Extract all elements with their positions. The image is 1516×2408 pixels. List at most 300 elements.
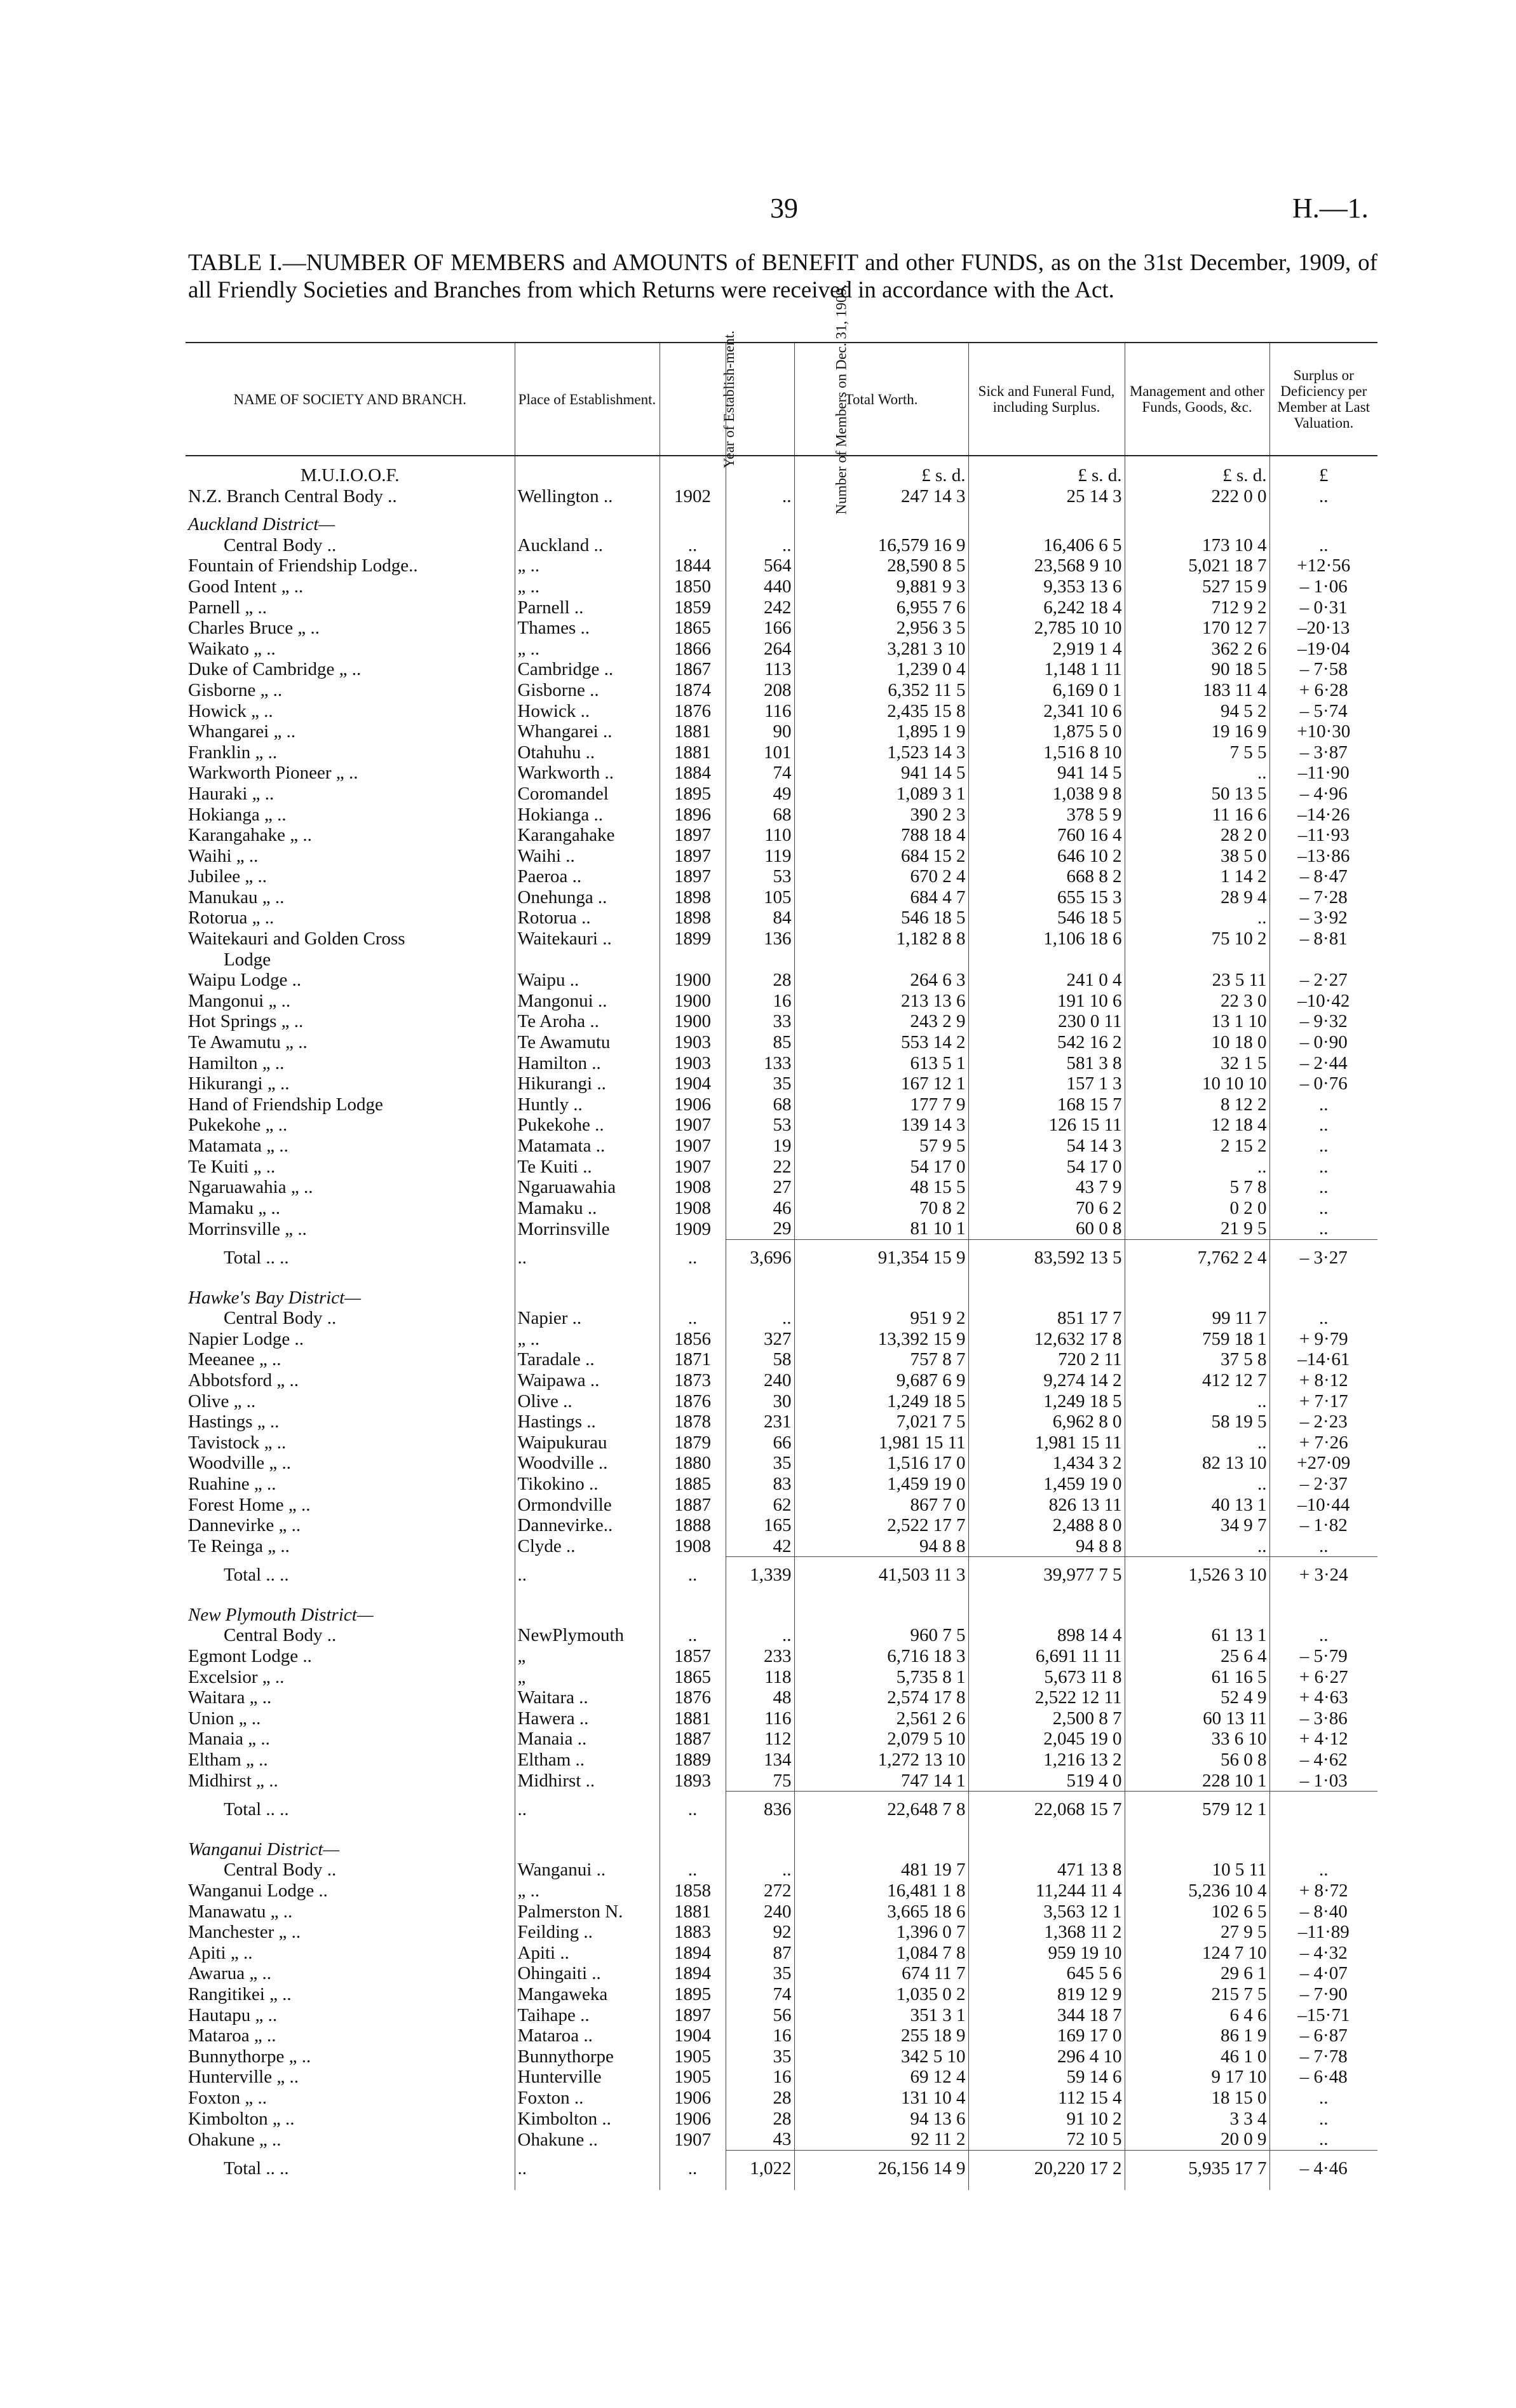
year-established: 1906 <box>660 1094 726 1115</box>
management-fund <box>1125 949 1269 970</box>
sick-funeral-fund: 826 13 11 <box>968 1495 1125 1516</box>
sick-funeral-fund: 70 6 2 <box>968 1198 1125 1219</box>
branch-name: Waitara „ .. <box>186 1687 515 1708</box>
branch-name: Hunterville „ .. <box>186 2067 515 2088</box>
sick-funeral-fund: 296 4 10 <box>968 2046 1125 2067</box>
spacer-row <box>186 1820 1377 1832</box>
sick-funeral-fund: 1,434 3 2 <box>968 1453 1125 1474</box>
total-worth: 3,281 3 10 <box>794 639 968 660</box>
sick-funeral-fund: 655 15 3 <box>968 887 1125 908</box>
year-established: 1909 <box>660 1218 726 1239</box>
place-of-establishment: Howick .. <box>515 701 660 722</box>
total-worth: 1,035 0 2 <box>794 1984 968 2005</box>
year-established: 1857 <box>660 1646 726 1667</box>
table-row <box>186 721 1377 742</box>
member-count: 42 <box>726 1536 794 1557</box>
year-established: .. <box>660 1792 726 1820</box>
district-heading-row <box>186 507 1377 535</box>
table-row <box>186 1922 1377 1943</box>
place-of-establishment: Ohakune .. <box>515 2129 660 2150</box>
place-of-establishment: Cambridge .. <box>515 659 660 680</box>
branch-name: Hauraki „ .. <box>186 784 515 805</box>
place-of-establishment: „ .. <box>515 639 660 660</box>
table-row <box>186 1115 1377 1136</box>
district-total-row <box>186 1239 1377 1268</box>
year-established: 1889 <box>660 1750 726 1771</box>
sick-funeral-fund: 16,406 6 5 <box>968 535 1125 556</box>
surplus-per-member: .. <box>1319 2087 1329 2108</box>
sick-funeral-fund: 157 1 3 <box>968 1073 1125 1094</box>
branch-name: Ngaruawahia „ .. <box>186 1177 515 1198</box>
branch-name: Te Reinga „ .. <box>186 1536 515 1557</box>
total-worth: 81 10 1 <box>794 1218 968 1239</box>
total-worth: 684 15 2 <box>794 846 968 867</box>
spacer-row <box>186 1586 1377 1597</box>
member-count: 53 <box>726 1115 794 1136</box>
surplus-per-member: .. <box>1319 1860 1329 1881</box>
member-count: 105 <box>726 887 794 908</box>
total-worth: 867 7 0 <box>794 1495 968 1516</box>
place-of-establishment: Ohingaiti .. <box>515 1963 660 1984</box>
total-worth: 92 11 2 <box>794 2129 968 2150</box>
member-count: 264 <box>726 639 794 660</box>
col-header-sick-fund: Sick and Funeral Fund, including Surplus. <box>968 343 1125 456</box>
sick-funeral-fund: 20,220 17 2 <box>968 2150 1125 2179</box>
total-worth: 57 9 5 <box>794 1136 968 1157</box>
member-count: 30 <box>726 1391 794 1412</box>
management-fund: .. <box>1125 1432 1269 1453</box>
member-count: 66 <box>726 1432 794 1453</box>
sick-funeral-fund: 169 17 0 <box>968 2025 1125 2046</box>
table-row <box>186 1073 1377 1094</box>
sick-funeral-fund: 1,516 8 10 <box>968 742 1125 763</box>
total-worth: 9,687 6 9 <box>794 1370 968 1391</box>
table-row <box>186 908 1377 929</box>
management-fund: 102 6 5 <box>1125 1901 1269 1922</box>
member-count: 119 <box>726 846 794 867</box>
place-of-establishment: Warkworth .. <box>515 763 660 784</box>
table-row <box>186 1370 1377 1391</box>
sick-funeral-fund: 94 8 8 <box>968 1536 1125 1557</box>
branch-name: Manchester „ .. <box>186 1922 515 1943</box>
surplus-per-member: .. <box>1319 534 1329 555</box>
sick-funeral-fund: 546 18 5 <box>968 908 1125 929</box>
friendly-societies-table <box>186 283 1377 2190</box>
sick-funeral-fund: 1,106 18 6 <box>968 929 1125 949</box>
table-row <box>186 1687 1377 1708</box>
surplus-per-member: .. <box>1319 486 1329 507</box>
year-established: 1887 <box>660 1729 726 1750</box>
branch-name: Central Body .. <box>186 535 515 556</box>
year-established: 1881 <box>660 1708 726 1729</box>
branch-name: Te Awamutu „ .. <box>186 1032 515 1053</box>
surplus-per-member: – 2·27 <box>1299 970 1348 991</box>
branch-name: Whangarei „ .. <box>186 721 515 742</box>
branch-name: Apiti „ .. <box>186 1943 515 1964</box>
member-count: 240 <box>726 1901 794 1922</box>
table-row <box>186 1136 1377 1157</box>
branch-name: Lodge <box>186 949 515 970</box>
management-fund: 5,236 10 4 <box>1125 1881 1269 1901</box>
place-of-establishment: Karangahake <box>515 825 660 846</box>
district-total-row <box>186 1557 1377 1586</box>
place-of-establishment: Hokianga .. <box>515 805 660 826</box>
total-worth: 247 14 3 <box>794 486 968 507</box>
year-established: 1880 <box>660 1453 726 1474</box>
table-row <box>186 2067 1377 2088</box>
total-worth: 69 12 4 <box>794 2067 968 2088</box>
surplus-per-member: –19·04 <box>1297 638 1350 659</box>
place-of-establishment: Bunnythorpe <box>515 2046 660 2067</box>
table-row <box>186 825 1377 846</box>
table-row <box>186 887 1377 908</box>
year-established: .. <box>660 1308 726 1329</box>
management-fund: 2 15 2 <box>1125 1136 1269 1157</box>
member-count: 87 <box>726 1943 794 1964</box>
total-worth: 177 7 9 <box>794 1094 968 1115</box>
member-count: 134 <box>726 1750 794 1771</box>
total-worth: 674 11 7 <box>794 1963 968 1984</box>
member-count: 233 <box>726 1646 794 1667</box>
member-count: 28 <box>726 2109 794 2130</box>
surplus-per-member: + 7·17 <box>1299 1391 1348 1411</box>
year-established: 1900 <box>660 1011 726 1032</box>
total-worth: 941 14 5 <box>794 763 968 784</box>
place-of-establishment: Clyde .. <box>515 1536 660 1557</box>
surplus-per-member: – 9·32 <box>1299 1011 1348 1032</box>
sick-funeral-fund: 5,673 11 8 <box>968 1667 1125 1688</box>
surplus-per-member: – 5·79 <box>1299 1646 1348 1667</box>
total-worth: 255 18 9 <box>794 2025 968 2046</box>
sick-funeral-fund: 1,249 18 5 <box>968 1391 1125 1412</box>
unit-row <box>186 456 1377 486</box>
management-fund: 10 18 0 <box>1125 1032 1269 1053</box>
total-worth: 91,354 15 9 <box>794 1239 968 1268</box>
branch-name: Warkworth Pioneer „ .. <box>186 763 515 784</box>
table-row <box>186 1053 1377 1074</box>
management-fund: 6 4 6 <box>1125 2005 1269 2026</box>
year-established: 1884 <box>660 763 726 784</box>
member-count: 231 <box>726 1411 794 1432</box>
sick-funeral-fund: 126 15 11 <box>968 1115 1125 1136</box>
sick-funeral-fund: 471 13 8 <box>968 1860 1125 1881</box>
management-fund: 19 16 9 <box>1125 721 1269 742</box>
sick-funeral-fund: 1,148 1 11 <box>968 659 1125 680</box>
year-established: 1865 <box>660 618 726 639</box>
year-established: 1900 <box>660 970 726 991</box>
table-row <box>186 1901 1377 1922</box>
place-of-establishment: Hawera .. <box>515 1708 660 1729</box>
place-of-establishment: Apiti .. <box>515 1943 660 1964</box>
surplus-per-member: – 4·62 <box>1299 1750 1348 1771</box>
management-fund: 61 16 5 <box>1125 1667 1269 1688</box>
management-fund: 20 0 9 <box>1125 2129 1269 2150</box>
branch-name: Karangahake „ .. <box>186 825 515 846</box>
place-of-establishment: Waitekauri .. <box>515 929 660 949</box>
year-established: 1907 <box>660 2129 726 2150</box>
total-worth: 613 5 1 <box>794 1053 968 1074</box>
year-established: 1866 <box>660 639 726 660</box>
management-fund: 8 12 2 <box>1125 1094 1269 1115</box>
branch-name: Foxton „ .. <box>186 2088 515 2109</box>
place-of-establishment: Paeroa .. <box>515 866 660 887</box>
surplus-per-member: – 3·27 <box>1269 1239 1377 1268</box>
year-established: 1885 <box>660 1474 726 1495</box>
place-of-establishment: Huntly .. <box>515 1094 660 1115</box>
table-row <box>186 2005 1377 2026</box>
unit-surplus: £ <box>1319 465 1329 486</box>
surplus-per-member: .. <box>1319 1625 1329 1646</box>
member-count: 74 <box>726 1984 794 2005</box>
year-established: 1907 <box>660 1157 726 1178</box>
surplus-per-member: – 8·47 <box>1299 866 1348 887</box>
year-established: 1881 <box>660 1901 726 1922</box>
management-fund: 56 0 8 <box>1125 1750 1269 1771</box>
total-worth: 1,089 3 1 <box>794 784 968 805</box>
table-row <box>186 555 1377 576</box>
page-number: 39 <box>770 193 798 224</box>
year-established: 1898 <box>660 908 726 929</box>
member-count: 1,339 <box>726 1557 794 1586</box>
total-worth: 1,084 7 8 <box>794 1943 968 1964</box>
col-header-management-fund: Management and other Funds, Goods, &c. <box>1125 343 1269 456</box>
table-row <box>186 1218 1377 1239</box>
year-established: 1893 <box>660 1771 726 1792</box>
member-count: 46 <box>726 1198 794 1219</box>
year-established: 1903 <box>660 1032 726 1053</box>
member-count: 92 <box>726 1922 794 1943</box>
unit-sick-fund: £ s. d. <box>968 456 1125 486</box>
sick-funeral-fund: 6,691 11 11 <box>968 1646 1125 1667</box>
surplus-per-member: .. <box>1319 1197 1329 1218</box>
total-worth: 6,955 7 6 <box>794 597 968 618</box>
table-row <box>186 970 1377 991</box>
member-count: 49 <box>726 784 794 805</box>
place-of-establishment: Onehunga .. <box>515 887 660 908</box>
sick-funeral-fund: 344 18 7 <box>968 2005 1125 2026</box>
year-established: 1900 <box>660 991 726 1012</box>
year-established: 1905 <box>660 2046 726 2067</box>
table-row <box>186 805 1377 826</box>
branch-name: Central Body .. <box>186 1860 515 1881</box>
member-count: 35 <box>726 1073 794 1094</box>
sick-funeral-fund: 39,977 7 5 <box>968 1557 1125 1586</box>
total-worth: 1,272 13 10 <box>794 1750 968 1771</box>
surplus-per-member: – 3·87 <box>1299 742 1348 763</box>
table-row <box>186 618 1377 639</box>
table-row <box>186 1453 1377 1474</box>
total-worth: 2,574 17 8 <box>794 1687 968 1708</box>
sick-funeral-fund: 898 14 4 <box>968 1625 1125 1646</box>
place-of-establishment: Te Kuiti .. <box>515 1157 660 1178</box>
surplus-per-member <box>1269 1792 1377 1820</box>
year-established: 1897 <box>660 846 726 867</box>
total-worth: 546 18 5 <box>794 908 968 929</box>
management-fund: 5,021 18 7 <box>1125 555 1269 576</box>
surplus-per-member: – 0·90 <box>1299 1032 1348 1053</box>
branch-name: Union „ .. <box>186 1708 515 1729</box>
surplus-per-member: .. <box>1319 1308 1329 1329</box>
sick-funeral-fund: 6,242 18 4 <box>968 597 1125 618</box>
total-worth: 28,590 8 5 <box>794 555 968 576</box>
member-count: 56 <box>726 2005 794 2026</box>
table-row <box>186 1032 1377 1053</box>
management-fund: 46 1 0 <box>1125 2046 1269 2067</box>
member-count: 83 <box>726 1474 794 1495</box>
sick-funeral-fund: 230 0 11 <box>968 1011 1125 1032</box>
sick-funeral-fund: 2,522 12 11 <box>968 1687 1125 1708</box>
surplus-per-member: – 7·28 <box>1299 887 1348 908</box>
district-total-row <box>186 1792 1377 1820</box>
branch-name: Excelsior „ .. <box>186 1667 515 1688</box>
sick-funeral-fund: 11,244 11 4 <box>968 1881 1125 1901</box>
table-row <box>186 1943 1377 1964</box>
branch-name: Good Intent „ .. <box>186 576 515 597</box>
table-row <box>186 1750 1377 1771</box>
surplus-per-member: .. <box>1319 1136 1329 1156</box>
surplus-per-member: + 8·12 <box>1299 1370 1348 1391</box>
place-of-establishment: Coromandel <box>515 784 660 805</box>
branch-name: N.Z. Branch Central Body .. <box>186 486 515 507</box>
district-heading-row <box>186 1280 1377 1309</box>
management-fund: 7,762 2 4 <box>1125 1239 1269 1268</box>
sick-funeral-fund: 59 14 6 <box>968 2067 1125 2088</box>
branch-name: Hot Springs „ .. <box>186 1011 515 1032</box>
surplus-per-member: – 2·23 <box>1299 1411 1348 1432</box>
total-worth: 670 2 4 <box>794 866 968 887</box>
branch-name: Rangitikei „ .. <box>186 1984 515 2005</box>
sick-funeral-fund: 1,981 15 11 <box>968 1432 1125 1453</box>
table-row <box>186 680 1377 701</box>
total-worth: 788 18 4 <box>794 825 968 846</box>
total-worth: 264 6 3 <box>794 970 968 991</box>
place-of-establishment: Wanganui .. <box>515 1860 660 1881</box>
branch-name: Meeanee „ .. <box>186 1349 515 1370</box>
branch-name: Manukau „ .. <box>186 887 515 908</box>
member-count: 208 <box>726 680 794 701</box>
branch-name: Hikurangi „ .. <box>186 1073 515 1094</box>
management-fund: 27 9 5 <box>1125 1922 1269 1943</box>
place-of-establishment: .. <box>515 2150 660 2179</box>
management-fund: 0 2 0 <box>1125 1198 1269 1219</box>
branch-name: Eltham „ .. <box>186 1750 515 1771</box>
branch-name: Total .. .. <box>186 2150 515 2179</box>
place-of-establishment: Dannevirke.. <box>515 1515 660 1536</box>
surplus-per-member: – 2·44 <box>1299 1052 1348 1073</box>
surplus-per-member: – 7·58 <box>1299 659 1348 680</box>
table-row <box>186 949 1377 970</box>
place-of-establishment: Hikurangi .. <box>515 1073 660 1094</box>
member-count: 113 <box>726 659 794 680</box>
place-of-establishment: Thames .. <box>515 618 660 639</box>
year-established: 1894 <box>660 1963 726 1984</box>
sick-funeral-fund: 519 4 0 <box>968 1771 1125 1792</box>
sick-funeral-fund: 112 15 4 <box>968 2088 1125 2109</box>
total-worth: 94 13 6 <box>794 2109 968 2130</box>
table-row <box>186 1881 1377 1901</box>
table-row <box>186 1198 1377 1219</box>
table-row <box>186 1432 1377 1453</box>
member-count: 68 <box>726 1094 794 1115</box>
branch-name: Rotorua „ .. <box>186 908 515 929</box>
surplus-per-member: –14·61 <box>1297 1349 1350 1370</box>
surplus-per-member: –20·13 <box>1297 618 1350 639</box>
sick-funeral-fund: 720 2 11 <box>968 1349 1125 1370</box>
member-count: 16 <box>726 2067 794 2088</box>
branch-name: Forest Home „ .. <box>186 1495 515 1516</box>
total-worth: 1,523 14 3 <box>794 742 968 763</box>
year-established: 1876 <box>660 701 726 722</box>
district-heading-row <box>186 1832 1377 1860</box>
branch-name: Waitekauri and Golden Cross <box>186 929 515 949</box>
table-row <box>186 486 1377 507</box>
parliamentary-paper-reference: H.—1. <box>1292 193 1369 224</box>
table-row <box>186 2046 1377 2067</box>
management-fund: 11 16 6 <box>1125 805 1269 826</box>
year-established: 1871 <box>660 1349 726 1370</box>
table-row <box>186 1094 1377 1115</box>
place-of-establishment: Mamaku .. <box>515 1198 660 1219</box>
year-established: 1876 <box>660 1391 726 1412</box>
management-fund: .. <box>1125 908 1269 929</box>
surplus-per-member: + 6·27 <box>1299 1666 1348 1687</box>
total-worth: 48 15 5 <box>794 1177 968 1198</box>
table-row <box>186 576 1377 597</box>
member-count: 327 <box>726 1329 794 1350</box>
sick-funeral-fund: 1,368 11 2 <box>968 1922 1125 1943</box>
branch-name: Napier Lodge .. <box>186 1329 515 1350</box>
year-established <box>660 949 726 970</box>
management-fund: .. <box>1125 1536 1269 1557</box>
table-row <box>186 2025 1377 2046</box>
member-count: 836 <box>726 1792 794 1820</box>
member-count: 136 <box>726 929 794 949</box>
member-count: 112 <box>726 1729 794 1750</box>
management-fund: 1,526 3 10 <box>1125 1557 1269 1586</box>
branch-name: Fountain of Friendship Lodge.. <box>186 555 515 576</box>
place-of-establishment: Hastings .. <box>515 1411 660 1432</box>
sick-funeral-fund: 72 10 5 <box>968 2129 1125 2150</box>
sick-funeral-fund: 191 10 6 <box>968 991 1125 1012</box>
branch-name: Woodville „ .. <box>186 1453 515 1474</box>
year-established: 1908 <box>660 1536 726 1557</box>
total-worth: 1,516 17 0 <box>794 1453 968 1474</box>
total-worth: 9,881 9 3 <box>794 576 968 597</box>
surplus-per-member: .. <box>1319 2108 1329 2129</box>
branch-name: Egmont Lodge .. <box>186 1646 515 1667</box>
year-established: 1897 <box>660 2005 726 2026</box>
sick-funeral-fund: 25 14 3 <box>968 486 1125 507</box>
member-count: 33 <box>726 1011 794 1032</box>
management-fund: 579 12 1 <box>1125 1792 1269 1820</box>
year-established: 1906 <box>660 2109 726 2130</box>
year-established: 1878 <box>660 1411 726 1432</box>
district-heading: Wanganui District— <box>186 1832 515 1860</box>
surplus-per-member: .. <box>1319 2129 1329 2150</box>
table-row <box>186 1308 1377 1329</box>
management-fund: 90 18 5 <box>1125 659 1269 680</box>
member-count: 240 <box>726 1370 794 1391</box>
table-row <box>186 1329 1377 1350</box>
place-of-establishment: Te Aroha .. <box>515 1011 660 1032</box>
management-fund: 412 12 7 <box>1125 1370 1269 1391</box>
col-header-name: NAME OF SOCIETY AND BRANCH. <box>186 343 515 456</box>
management-fund: 40 13 1 <box>1125 1495 1269 1516</box>
management-fund: 7 5 5 <box>1125 742 1269 763</box>
management-fund: 32 1 5 <box>1125 1053 1269 1074</box>
branch-name: Ruahine „ .. <box>186 1474 515 1495</box>
member-count: 35 <box>726 2046 794 2067</box>
